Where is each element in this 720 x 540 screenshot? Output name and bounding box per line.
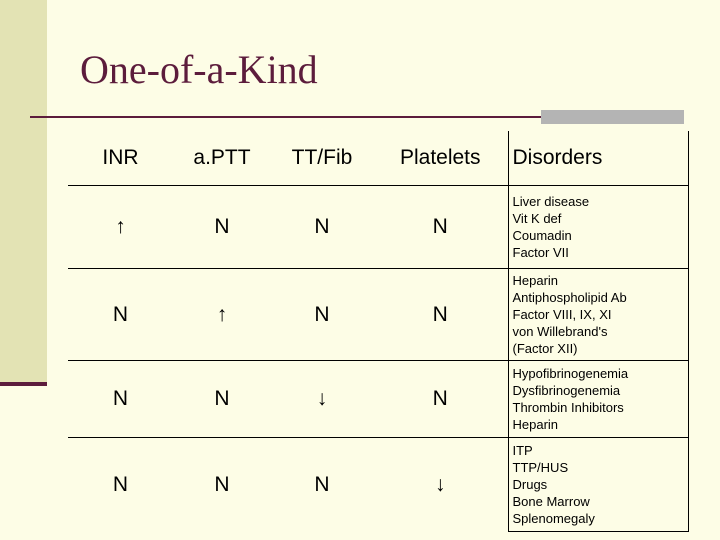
header-inr: INR	[102, 146, 139, 169]
cell-tt-fib: N	[271, 186, 373, 269]
disorder-item: Bone Marrow	[512, 494, 590, 509]
cell-aptt: ↑	[173, 269, 271, 361]
disorder-item: Hypofibrinogenemia	[512, 366, 629, 381]
disorder-item: TTP/HUS	[512, 460, 569, 475]
coagulation-table	[68, 131, 689, 532]
disorder-item: ITP	[512, 443, 533, 458]
slide-title: One-of-a-Kind	[80, 47, 318, 92]
disorder-item: Vit K def	[512, 211, 562, 226]
left-accent-line	[0, 382, 47, 386]
title-rule-block	[541, 110, 684, 124]
disorder-item: Dysfibrinogenemia	[512, 383, 621, 398]
table-header-row	[68, 131, 688, 186]
cell-aptt: N	[173, 438, 271, 532]
cell-disorders	[508, 438, 688, 532]
disorder-item: (Factor XII)	[512, 341, 578, 356]
cell-tt-fib: N	[271, 269, 373, 361]
disorder-item: Splenomegaly	[512, 511, 595, 526]
cell-inr: N	[68, 438, 173, 532]
cell-tt-fib: ↓	[271, 361, 373, 438]
disorder-item: Liver disease	[512, 194, 590, 209]
table-row	[68, 186, 688, 269]
cell-platelets: ↓	[373, 438, 508, 532]
cell-disorders	[508, 186, 688, 269]
cell-platelets: N	[373, 361, 508, 438]
disorder-item: Factor VIII, IX, XI	[512, 307, 612, 322]
table-row	[68, 269, 688, 361]
disorder-item: Drugs	[512, 477, 548, 492]
header-disorders: Disorders	[508, 131, 688, 186]
cell-inr: N	[68, 269, 173, 361]
cell-tt-fib: N	[271, 438, 373, 532]
disorder-item: Coumadin	[512, 228, 572, 243]
cell-disorders	[508, 269, 688, 361]
disorder-item: Thrombin Inhibitors	[512, 400, 624, 415]
cell-inr: ↑	[68, 186, 173, 269]
header-tt-fib: TT/Fib	[291, 146, 353, 169]
header-platelets: Platelets	[399, 146, 481, 169]
disorder-item: von Willebrand's	[512, 324, 608, 339]
cell-aptt: N	[173, 361, 271, 438]
table-row	[68, 438, 688, 532]
disorder-item: Heparin	[512, 417, 559, 432]
cell-aptt: N	[173, 186, 271, 269]
disorder-item: Antiphospholipid Ab	[512, 290, 627, 305]
disorder-item: Heparin	[512, 273, 559, 288]
header-aptt: a.PTT	[193, 146, 251, 169]
cell-disorders	[508, 361, 688, 438]
table-row	[68, 361, 688, 438]
left-accent-bar	[0, 0, 47, 383]
cell-inr: N	[68, 361, 173, 438]
disorder-item: Factor VII	[512, 245, 569, 260]
cell-platelets: N	[373, 269, 508, 361]
cell-platelets: N	[373, 186, 508, 269]
